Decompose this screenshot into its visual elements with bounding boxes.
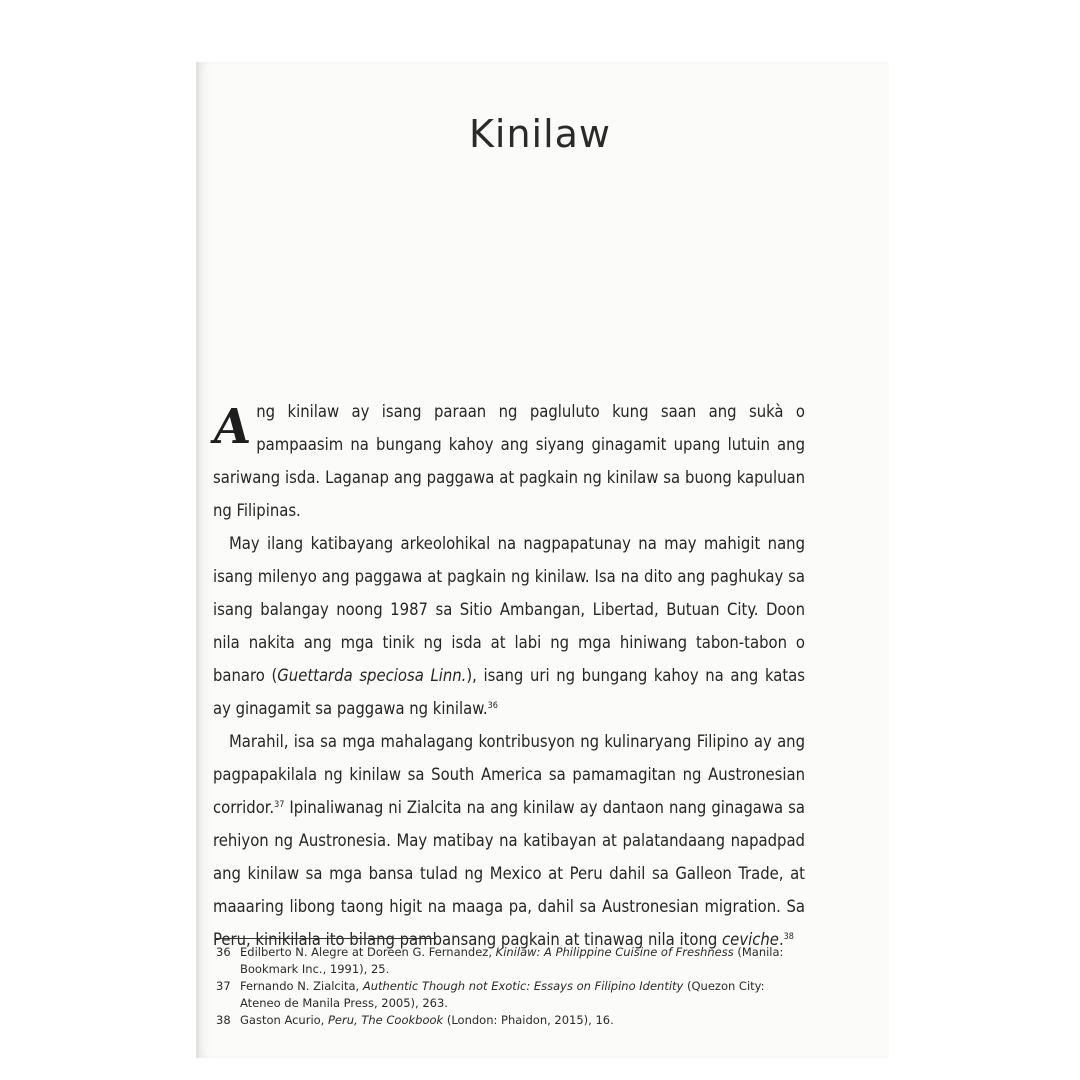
footnote-book-title: Peru, The Cookbook [328,1013,444,1027]
footnote-author: Fernando N. Zialcita, [240,979,363,993]
paragraph-3-text-a: Marahil, isa sa mga mahalagang kontribusyon ng kulinaryang Filipino ay ang pagpapakilala ng kinilaw sa South America sa pamamagitan ng Austronesian corridor. [213,732,805,817]
footnote-number: 36 [216,945,231,959]
footnote-number: 38 [216,1013,231,1027]
paragraph-1-text: ng kinilaw ay isang paraan ng pagluluto kung saan ang sukà o pampaasim na bungang kahoy ang siyang ginagamit upang lutuin ang sariwang isda. Laganap ang paggawa at pagkain ng kinilaw sa buong kapuluan ng Filipinas. [213,402,805,520]
footnote-ref-36[interactable]: 36 [487,701,498,711]
footnote-author: Edilberto N. Alegre at Doreen G. Fernandez, [240,945,496,959]
paragraph-2-italic: Guettarda speciosa Linn. [277,666,467,685]
footnote-ref-37[interactable]: 37 [274,800,285,810]
footnotes [216,944,808,1029]
footnote-37 [216,978,808,1012]
footnote-text [240,1012,808,1029]
footnote-text [240,944,808,978]
paragraph-1 [209,395,805,527]
footnote-book-title: Authentic Though not Exotic: Essays on Filipino Identity [362,979,684,993]
drop-cap: A [209,399,255,455]
paragraph-3 [213,725,805,956]
footnote-divider [216,938,436,939]
paragraph-2-text-a: May ilang katibayang arkeolohikal na nagpapatunay na may mahigit nang isang milenyo ang paggawa at pagkain ng kinilaw. Isa na dito ang paghukay sa isang balangay noong 1987 sa Sitio Ambangan, Libertad, Butuan City. Doon nila nakita ang mga tinik ng isda at labi ng mga hiniwang tabon-tabon o banaro ( [213,534,805,685]
paragraph-2 [213,527,805,725]
footnote-publisher: (Manila: Bookmark Inc., 1991), 25. [240,945,784,976]
paragraph-3-italic: ceviche [722,930,779,949]
page-title: Kinilaw [468,112,612,156]
paragraph-3-text-c: . [778,930,784,949]
footnote-publisher: (Quezon City: Ateneo de Manila Press, 2005), 263. [240,979,765,1010]
paragraph-3-text-b: Ipinaliwanag ni Zialcita na ang kinilaw ay dantaon nang ginagawa sa rehiyon ng Austronesia. May matibay na katibayan at palatandaang napadpad ang kinilaw sa mga bansa tulad ng Mexico at Peru dahil sa Galleon Trade, at maaaring libong taong higit na maaga pa, dahil sa Austronesian migration. Sa Peru, kinikilala ito bilang pambansang pagkain at tinawag nila itong [213,798,805,949]
footnote-author: Gaston Acurio, [240,1013,328,1027]
footnote-number: 37 [216,979,231,993]
body-text [209,395,805,956]
footnote-publisher: (London: Phaidon, 2015), 16. [443,1013,614,1027]
footnote-36 [216,944,808,978]
paragraph-2-text-b: ), isang uri ng bungang kahoy na ang katas ay ginagamit sa paggawa ng kinilaw. [213,666,805,718]
footnote-38 [216,1012,808,1029]
footnote-text [240,978,808,1012]
footnote-ref-38[interactable]: 38 [783,932,794,942]
footnote-book-title: Kinilaw: A Philippine Cuisine of Freshness [495,945,734,959]
